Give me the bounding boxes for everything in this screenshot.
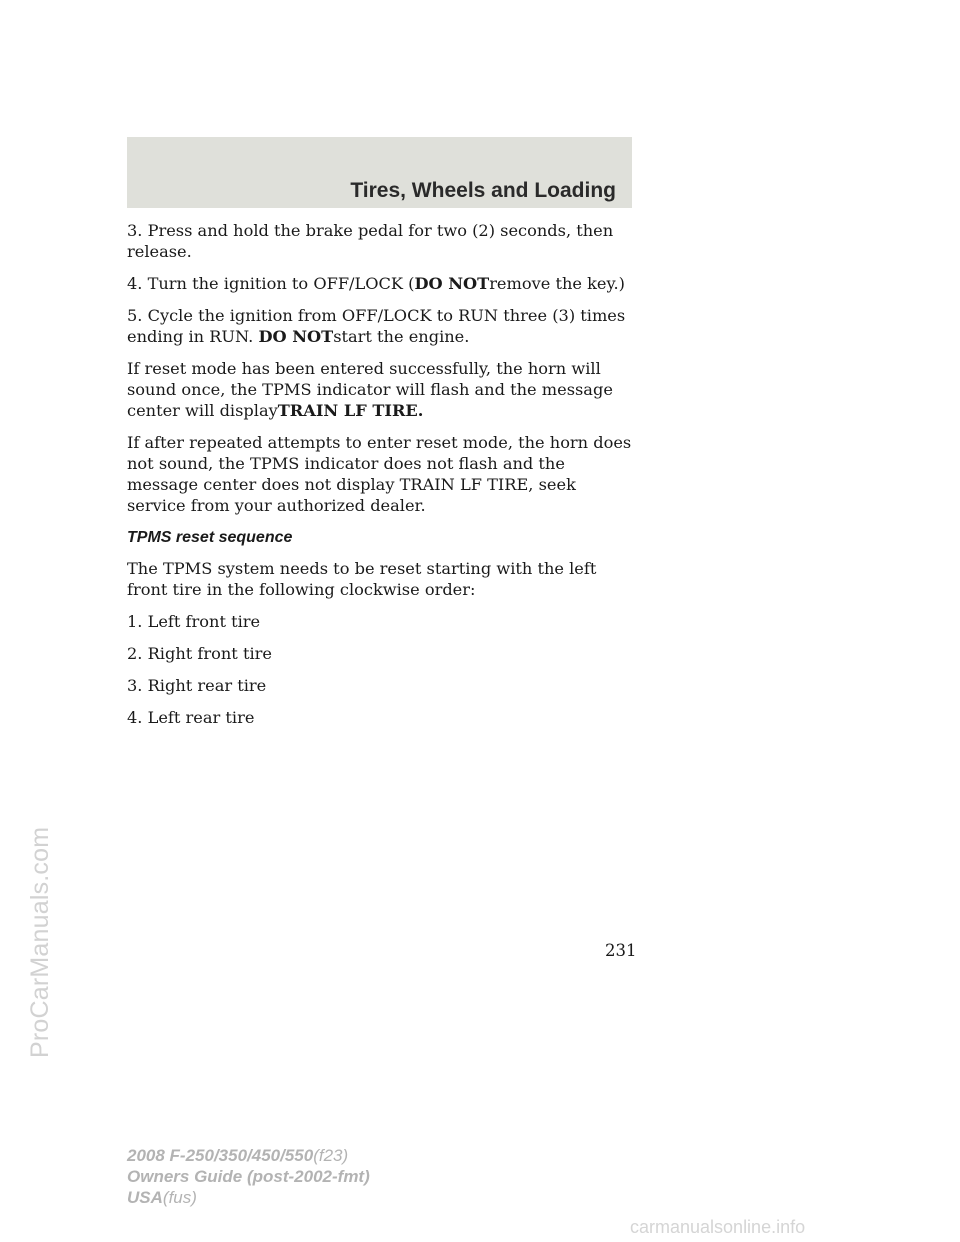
step-4-warning: DO NOT	[414, 274, 490, 293]
sequence-item: 4. Left rear tire	[127, 708, 255, 727]
step-4-text: 4. Turn the ignition to OFF/LOCK (	[127, 274, 415, 293]
footer-market-code: (fus)	[162, 1188, 197, 1207]
section-header	[127, 137, 632, 208]
sequence-item: 3. Right rear tire	[127, 676, 267, 695]
footer-model-code: (f23)	[313, 1146, 349, 1165]
step-5-text-end: start the engine.	[333, 327, 470, 346]
footer-model: 2008 F-250/350/450/550	[127, 1146, 314, 1165]
step-5-text: 5. Cycle the ignition from OFF/LOCK to RUN three (3) times ending in RUN.	[127, 306, 626, 346]
page-content	[127, 220, 637, 739]
footer-market-line	[127, 1187, 370, 1208]
step-4-text-end: remove the key.)	[489, 274, 625, 293]
step-5-warning: DO NOT	[258, 327, 334, 346]
footer-market: USA	[127, 1188, 163, 1207]
section-title: Tires, Wheels and Loading	[350, 179, 616, 202]
train-lf-tire-message: TRAIN LF TIRE.	[277, 401, 424, 420]
page-number: 231	[605, 941, 637, 960]
sequence-item: 2. Right front tire	[127, 644, 272, 663]
reset-fail-paragraph: If after repeated attempts to enter reset mode, the horn does not sound, the TPMS indicator does not flash and the message center does not display TRAIN LF TIRE, seek service from your authorized dealer.	[127, 433, 632, 515]
tpms-reset-sequence-heading: TPMS reset sequence	[127, 529, 293, 546]
carmanualsonline-watermark: carmanualsonline.info	[630, 1217, 806, 1237]
step-5	[127, 305, 637, 347]
footer-model-line	[127, 1145, 370, 1166]
footer-guide-line: Owners Guide (post-2002-fmt)	[127, 1167, 370, 1186]
reset-success-text: If reset mode has been entered successfully, the horn will sound once, the TPMS indicator will flash and the message center will display	[127, 359, 613, 420]
procarmanuals-watermark: ProCarManuals.com	[26, 826, 54, 1058]
sequence-intro: The TPMS system needs to be reset starting with the left front tire in the following clockwise order:	[127, 559, 597, 599]
reset-success-paragraph	[127, 358, 637, 421]
sequence-item: 1. Left front tire	[127, 612, 261, 631]
step-4	[127, 273, 637, 294]
document-footer	[127, 1145, 370, 1208]
step-3: 3. Press and hold the brake pedal for two (2) seconds, then release.	[127, 221, 614, 261]
